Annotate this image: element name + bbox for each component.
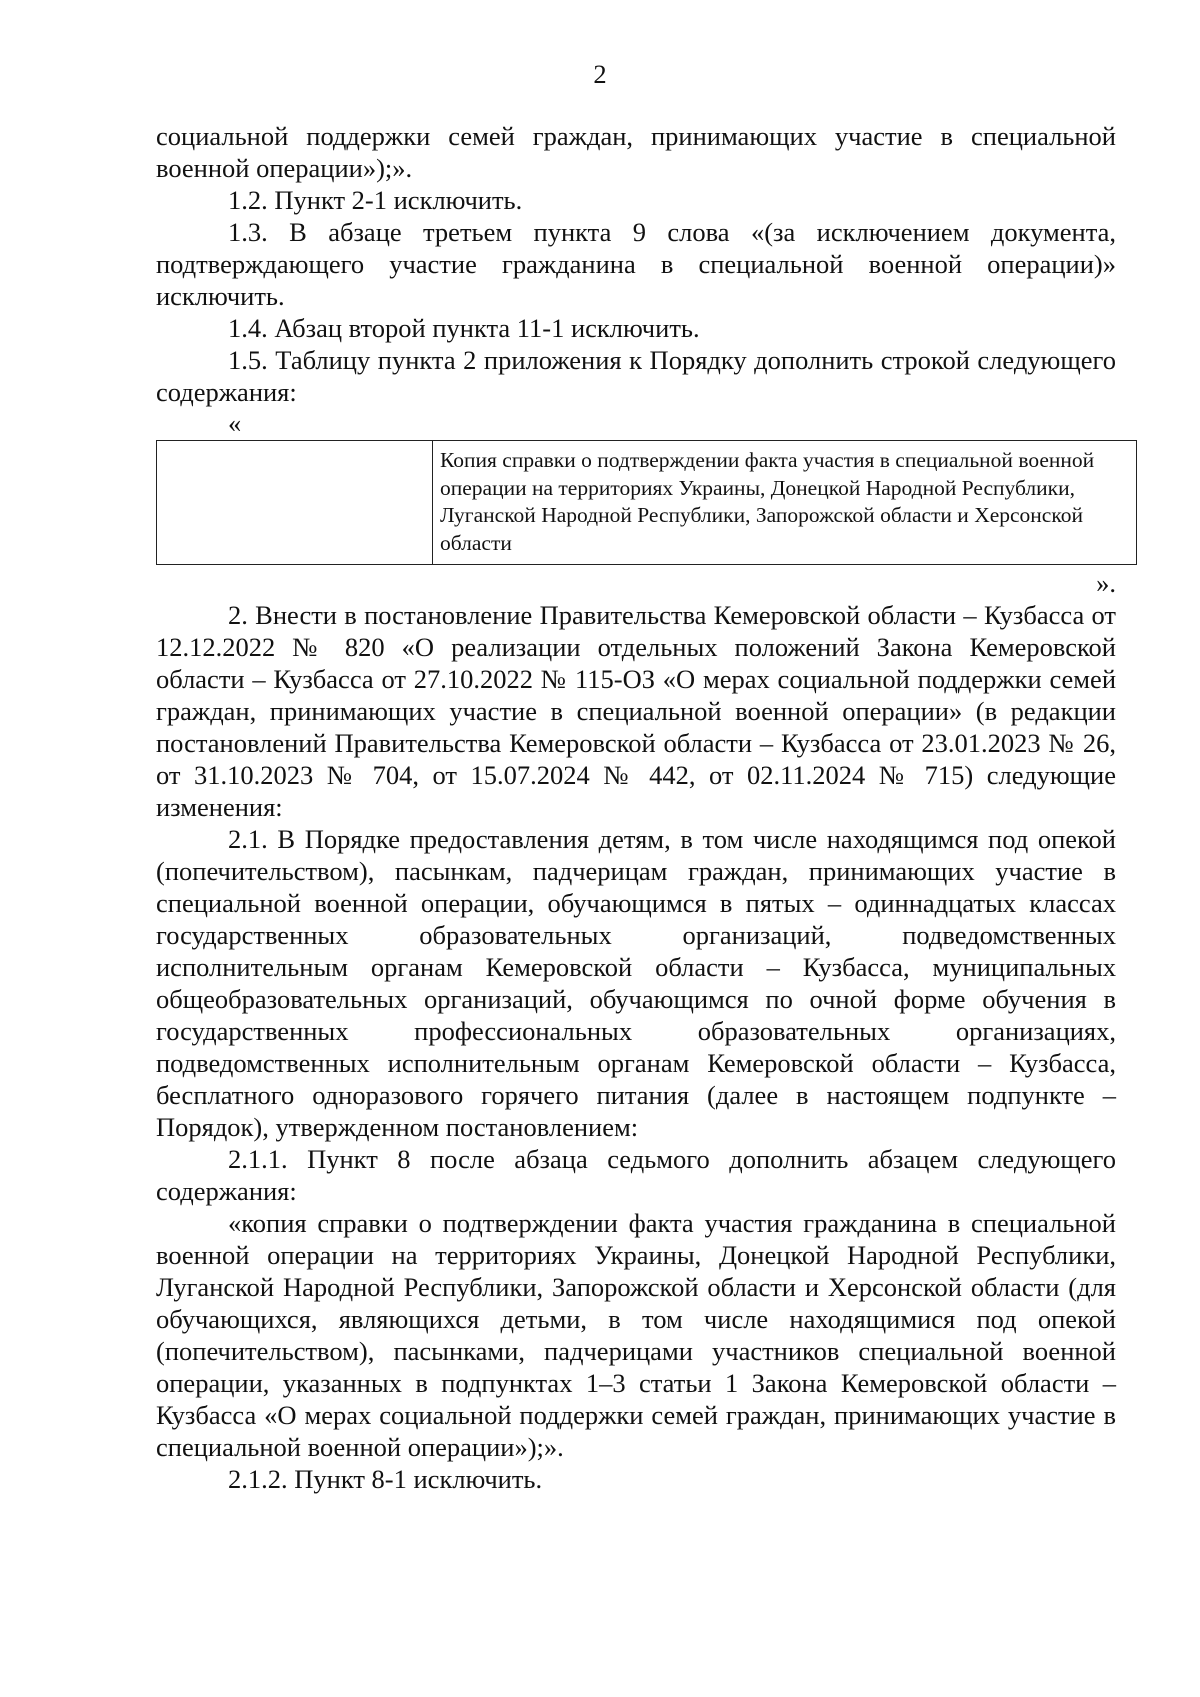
inserted-table-row xyxy=(156,440,1137,565)
document-body xyxy=(156,120,1116,1495)
opening-quote: « xyxy=(228,408,242,438)
paragraph: 2.1. В Порядке предоставления детям, в том числе находящимся под опекой (попечительством), пасынкам, падчерицам граждан, принимающих участие в специальной военной операции, обучающимся в пятых – одиннадцатых классах государственных образовательных организаций, подведомственных исполнительным органам Кемеровской области – Кузбасса, муниципальных общеобразовательных организаций, обучающимся по очной форме обучения в государственных профессиональных образовательных организациях, подведомственных исполнительным органам Кемеровской области – Кузбасса, бесплатного одноразового горячего питания (далее в настоящем подпункте – Порядок), утвержденном постановлением: xyxy=(156,824,1116,1142)
page-number: 2 xyxy=(593,59,607,89)
paragraph: 1.5. Таблицу пункта 2 приложения к Порядку дополнить строкой следующего содержания: xyxy=(156,345,1116,407)
paragraph: 1.3. В абзаце третьем пункта 9 слова «(за исключением документа, подтверждающего участие гражданина в специальной военной операции)» исключить. xyxy=(156,217,1116,311)
paragraph: 2.1.2. Пункт 8-1 исключить. xyxy=(228,1464,543,1494)
paragraph: 2.1.1. Пункт 8 после абзаца седьмого дополнить абзацем следующего содержания: xyxy=(156,1144,1116,1206)
paragraph: «копия справки о подтверждении факта участия гражданина в специальной военной операции на территориях Украины, Донецкой Народной Республики, Луганской Народной Республики, Запорожской области и Херсонской области (для обучающихся, являющихся детьми, в том числе находящимися под опекой (попечительством), пасынками, падчерицами участников специальной военной операции, указанных в подпунктах 1–3 статьи 1 Закона Кемеровской области – Кузбасса «О мерах социальной поддержки семей граждан, принимающих участие в специальной военной операции»);». xyxy=(156,1208,1116,1462)
paragraph: социальной поддержки семей граждан, принимающих участие в специальной военной операции»);». xyxy=(156,121,1116,183)
closing-quote: ». xyxy=(1096,568,1116,598)
paragraph: 1.2. Пункт 2-1 исключить. xyxy=(228,185,523,215)
table-cell-empty xyxy=(157,441,433,565)
table-row xyxy=(157,441,1137,565)
paragraph: 2. Внести в постановление Правительства Кемеровской области – Кузбасса от 12.12.2022 № 820 «О реализации отдельных положений Закона Кемеровской области – Кузбасса от 27.10.2022 № 115-ОЗ «О мерах социальной поддержки семей граждан, принимающих участие в специальной военной операции» (в редакции постановлений Правительства Кемеровской области – Кузбасса от 23.01.2023 № 26, от 31.10.2023 № 704, от 15.07.2024 № 442, от 02.11.2024 № 715) следующие изменения: xyxy=(156,600,1116,822)
table-cell-document: Копия справки о подтверждении факта участия в специальной военной операции на территориях Украины, Донецкой Народной Республики, Луганской Народной Республики, Запорожской области и Херсонской области xyxy=(433,441,1137,565)
paragraph: 1.4. Абзац второй пункта 11-1 исключить. xyxy=(228,313,700,343)
